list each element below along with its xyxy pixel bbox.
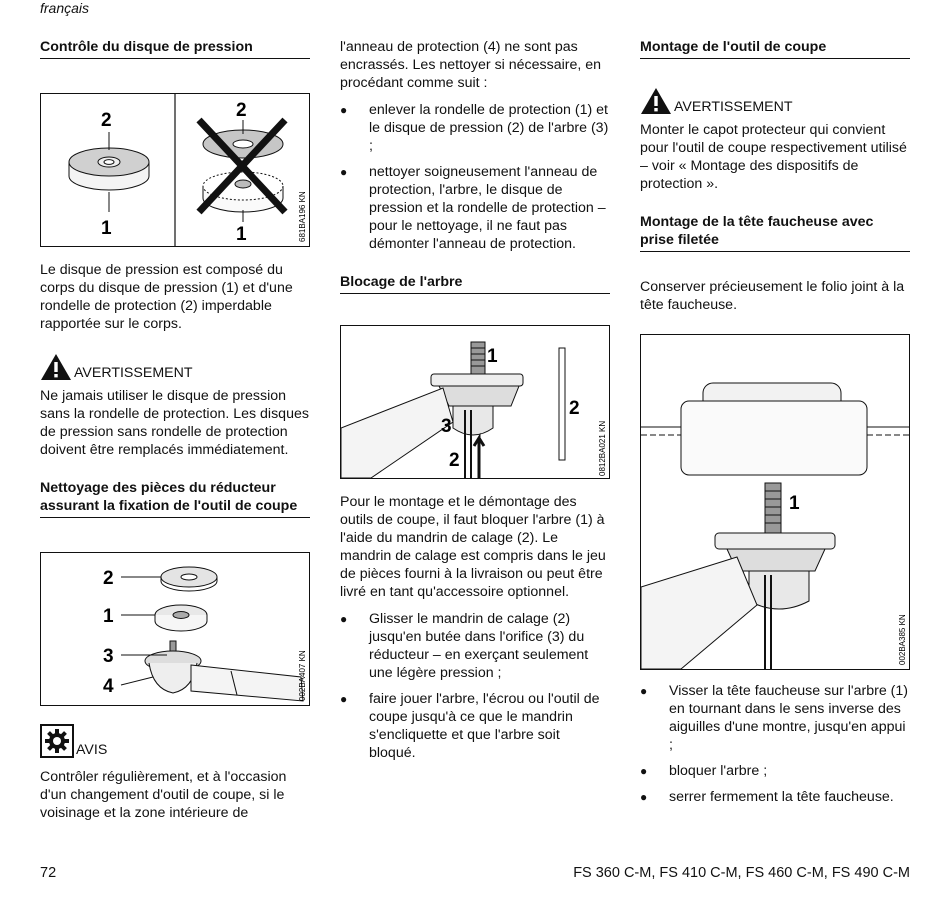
shaft-locking-steps <box>340 610 610 762</box>
figure-shaft-locking <box>340 325 610 479</box>
warning-icon <box>40 353 72 381</box>
fig1-label-1b: 1 <box>236 224 247 245</box>
page-number: 72 <box>40 865 57 881</box>
heading-pressure-disc: Contrôle du disque de pression <box>40 38 310 59</box>
fig4-label-1: 1 <box>789 493 800 514</box>
figure-pressure-disc <box>40 93 310 247</box>
gear-icon <box>40 724 74 758</box>
warning-icon <box>640 87 672 115</box>
fig4-code: 002BA385 KN <box>898 614 907 665</box>
fig2-label-4: 4 <box>103 676 114 697</box>
notice-block <box>40 724 310 758</box>
shaft-step-2: ● faire jouer l'arbre, l'écrou ou l'outil de coupe jusqu'à ce que le mandrin s'encliquette et que l'arbre soit bloqué. <box>340 690 610 762</box>
shaft-step-1: ● Glisser le mandrin de calage (2) jusqu'en butée dans l'orifice (3) du réducteur – en exerçant seulement une légère pression ; <box>340 610 610 682</box>
cleaning-intro: l'anneau de protection (4) ne sont pas encrassés. Les nettoyer si nécessaire, en procédant comme suit : <box>340 39 602 91</box>
fig3-label-2b: 2 <box>449 450 460 471</box>
fig2-label-3: 3 <box>103 646 114 667</box>
figure-mowing-head <box>640 334 910 670</box>
heading-cleaning: Nettoyage des pièces du réducteur assurant la fixation de l'outil de coupe <box>40 479 310 518</box>
cleaning-step-2: ● nettoyer soigneusement l'anneau de protection, l'arbre, le disque de pression et la rondelle de protection – pour le nettoyage, il ne faut pas démonter l'anneau de protection. <box>340 163 610 253</box>
heading-shaft-locking: Blocage de l'arbre <box>340 273 610 294</box>
shaft-locking-text: Pour le montage et le démontage des outils de coupe, il faut bloquer l'arbre (1) à l'aide du mandrin de calage (2). Le mandrin de calage est compris dans le jeu de pièces fourni à la livraison ou peut être livré en tant qu'accessoire optionnel. <box>340 494 606 600</box>
mowing-step-2: ● bloquer l'arbre ; <box>640 762 910 780</box>
column-2 <box>340 38 610 762</box>
model-list: FS 360 C-M, FS 410 C-M, FS 460 C-M, FS 490 C-M <box>573 865 910 881</box>
warning-text-1: Ne jamais utiliser le disque de pression sans la rondelle de protection. Les disques de pression sans rondelle de protection doivent être remplacés immédiatement. <box>40 388 309 458</box>
fig1-code: 681BA196 KN <box>298 191 307 242</box>
notice-text: Contrôler régulièrement, et à l'occasion d'un changement d'outil de coupe, si le voisinage et la zone intérieure de <box>40 769 287 821</box>
fig3-code: 0812BA021 KN <box>598 420 607 476</box>
warning-block-2 <box>640 87 910 115</box>
column-3 <box>640 38 910 806</box>
notice-title: AVIS <box>76 742 108 758</box>
figure-gearbox-parts <box>40 552 310 706</box>
warning-title-1: AVERTISSEMENT <box>74 365 193 381</box>
fig2-code: 002BA407 KN <box>298 650 307 701</box>
fig2-label-1: 1 <box>103 606 114 627</box>
fig3-label-2: 2 <box>569 398 580 419</box>
mowing-head-note: Conserver précieusement le folio joint à la tête faucheuse. <box>640 279 905 313</box>
mowing-step-1: ● Visser la tête faucheuse sur l'arbre (1) en tournant dans le sens inverse des aiguilles d'une montre, jusqu'en appui ; <box>640 682 910 754</box>
cleaning-steps <box>340 101 610 253</box>
fig1-label-1a: 1 <box>101 218 112 239</box>
language-label: français <box>40 0 90 16</box>
column-1 <box>40 38 310 822</box>
fig3-label-3: 3 <box>441 416 452 437</box>
warning-text-2: Monter le capot protecteur qui convient pour l'outil de coupe respectivement utilisé – voir « Montage des dispositifs de protection ». <box>640 122 907 192</box>
heading-mowing-head: Montage de la tête faucheuse avec prise filetée <box>640 213 910 252</box>
pressure-disc-description: Le disque de pression est composé du corps du disque de pression (1) et d'une rondelle de protection (2) imperdable rapportée sur le corps. <box>40 262 293 332</box>
warning-block-1 <box>40 353 310 381</box>
heading-mounting-tool: Montage de l'outil de coupe <box>640 38 910 59</box>
fig3-label-1: 1 <box>487 346 498 367</box>
fig1-label-2b: 2 <box>236 100 247 121</box>
mowing-step-3: ● serrer fermement la tête faucheuse. <box>640 788 910 806</box>
fig2-label-2: 2 <box>103 568 114 589</box>
warning-title-2: AVERTISSEMENT <box>674 99 793 115</box>
cleaning-step-1: ● enlever la rondelle de protection (1) et le disque de pression (2) de l'arbre (3) ; <box>340 101 610 155</box>
mowing-head-steps <box>640 682 910 806</box>
fig1-label-2a: 2 <box>101 110 112 131</box>
